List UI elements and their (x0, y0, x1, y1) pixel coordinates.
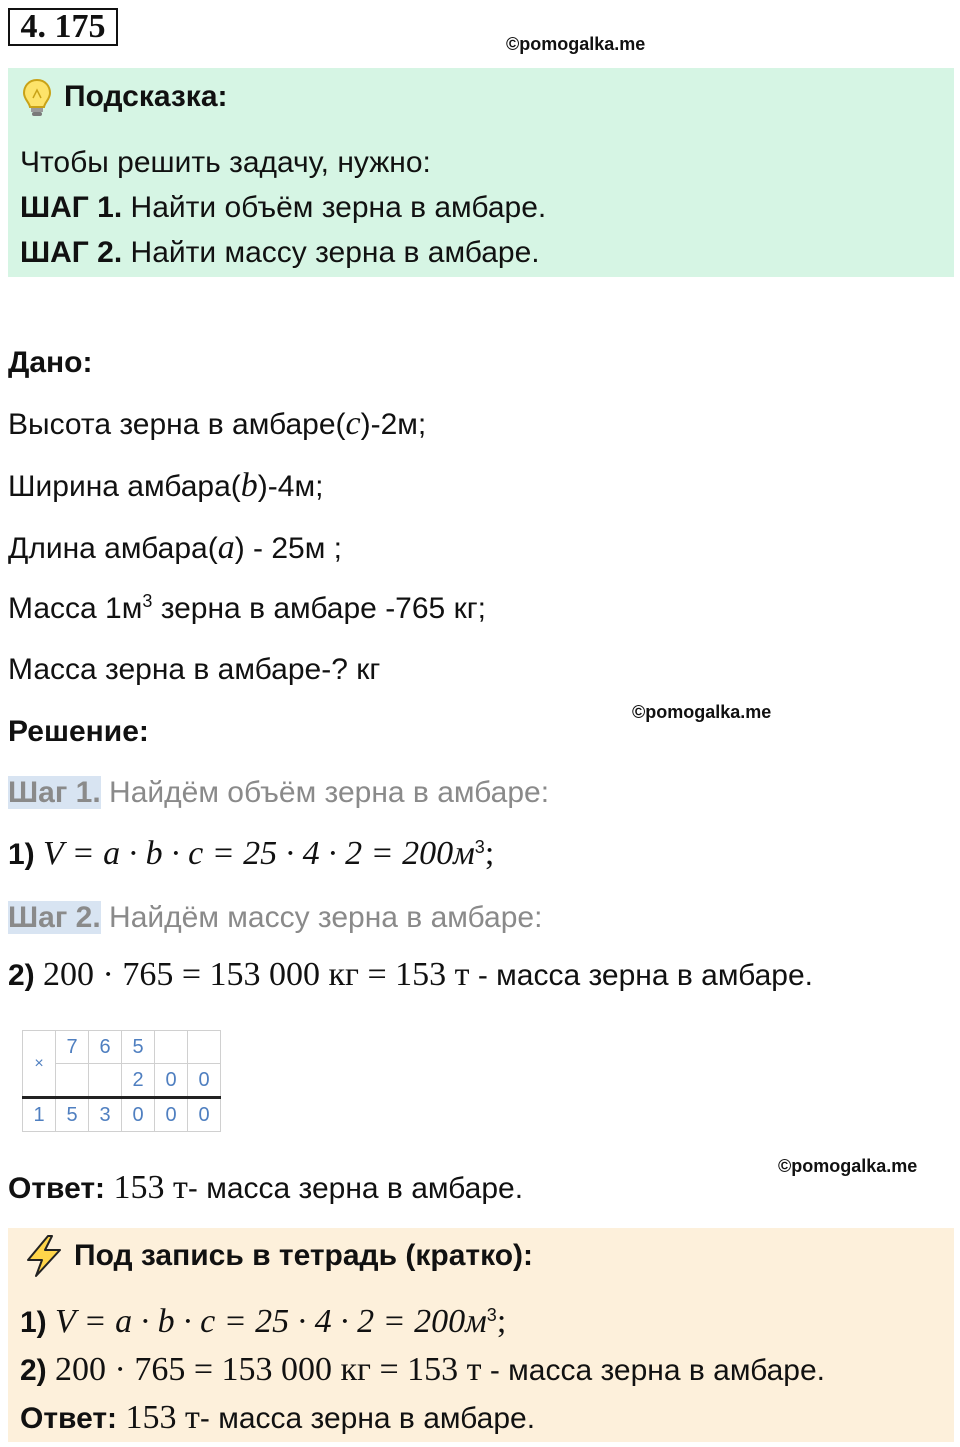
summary-answer-math: 153 т (117, 1399, 200, 1436)
solution-step-2-label: Шаг 2. (8, 901, 101, 934)
summary-answer (20, 1400, 535, 1437)
equation-1-math: V = a · b · c = 25 · 4 · 2 = 200м (43, 835, 475, 872)
hint-step-2 (20, 235, 540, 271)
solution-step-1 (8, 775, 549, 811)
hint-step-1 (20, 190, 546, 226)
equation-1-end: ; (484, 835, 495, 872)
given-question: Масса зерна в амбаре-? кг (8, 653, 381, 686)
digit-cell: 0 (155, 1098, 188, 1132)
digit-cell (56, 1064, 89, 1098)
solution-step-1-label: Шаг 1. (8, 776, 101, 809)
watermark-top: ©pomogalka.me (506, 34, 646, 54)
digit-cell: 3 (89, 1098, 122, 1132)
summary-eq1-end: ; (496, 1303, 507, 1340)
summary-answer-text: - масса зерна в амбаре. (199, 1402, 536, 1435)
equation-2-text: - масса зерна в амбаре. (469, 959, 814, 992)
lightbulb-icon (22, 78, 52, 118)
hint-title: Подсказка: (64, 80, 228, 113)
hint-step-2-text: Найти массу зерна в амбаре. (122, 236, 540, 269)
given-mass1-post: зерна в амбаре -765 кг; (152, 592, 486, 625)
column-multiplication (22, 1030, 221, 1132)
summary-answer-label: Ответ: (20, 1402, 118, 1435)
solution-equation-1 (8, 836, 494, 873)
hint-step-1-text: Найти объём зерна в амбаре. (122, 191, 547, 224)
given-width-var: b (240, 467, 258, 504)
solution-answer (8, 1170, 523, 1207)
solution-step-1-text: Найдём объём зерна в амбаре: (100, 776, 550, 809)
summary-eq2-number: 2) (20, 1354, 56, 1387)
digit-cell: 7 (56, 1031, 89, 1064)
digit-cell: 6 (89, 1031, 122, 1064)
multiply-sign: × (23, 1031, 56, 1098)
summary-eq2-text: - масса зерна в амбаре. (481, 1354, 826, 1387)
digit-cell (155, 1031, 188, 1064)
given-length-post: ) - 25м ; (234, 532, 343, 565)
summary-eq1-math: V = a · b · c = 25 · 4 · 2 = 200м (55, 1303, 487, 1340)
task-number: 4. 175 (8, 8, 118, 46)
digit-cell: 0 (188, 1064, 221, 1098)
digit-cell: 0 (122, 1098, 155, 1132)
lightning-icon (22, 1234, 66, 1278)
given-width-pre: Ширина амбара( (8, 470, 241, 503)
digit-cell: 2 (122, 1064, 155, 1098)
equation-2-math: 200 · 765 = 153 000 кг = 153 т (43, 956, 470, 993)
given-height-pre: Высота зерна в амбаре( (8, 408, 346, 441)
given-mass1-pre: Масса 1м (8, 592, 143, 625)
digit-cell (188, 1031, 221, 1064)
hint-box (8, 68, 954, 277)
summary-equation-2 (20, 1352, 825, 1389)
given-width (8, 468, 323, 505)
solution-step-2 (8, 900, 542, 936)
equation-2-number: 2) (8, 959, 44, 992)
watermark-middle: ©pomogalka.me (632, 702, 772, 722)
given-length-pre: Длина амбара( (8, 532, 218, 565)
summary-eq1-number: 1) (20, 1306, 56, 1339)
given-height-var: c (345, 405, 361, 442)
summary-title: Под запись в тетрадь (кратко): (74, 1239, 534, 1272)
hint-step-2-label: ШАГ 2. (20, 236, 123, 269)
equation-1-number: 1) (8, 838, 44, 871)
given-mass1-sup: 3 (142, 591, 153, 611)
given-width-post: )-4м; (257, 470, 324, 503)
hint-intro: Чтобы решить задачу, нужно: (20, 146, 431, 179)
given-title: Дано: (8, 346, 93, 379)
answer-math: 153 т (105, 1169, 188, 1206)
solution-title: Решение: (8, 715, 149, 748)
digit-cell: 0 (155, 1064, 188, 1098)
digit-cell: 5 (122, 1031, 155, 1064)
watermark-bottom: ©pomogalka.me (778, 1156, 918, 1176)
given-mass-per-m3 (8, 591, 486, 627)
answer-text: - масса зерна в амбаре. (187, 1172, 524, 1205)
digit-cell (89, 1064, 122, 1098)
answer-label: Ответ: (8, 1172, 106, 1205)
digit-cell: 0 (188, 1098, 221, 1132)
given-height (8, 406, 426, 443)
equation-1-sup: 3 (474, 837, 485, 857)
solution-step-2-text: Найдём массу зерна в амбаре: (100, 901, 543, 934)
given-length (8, 530, 342, 567)
digit-cell: 5 (56, 1098, 89, 1132)
summary-box (8, 1228, 954, 1442)
hint-step-1-label: ШАГ 1. (20, 191, 123, 224)
solution-equation-2 (8, 957, 813, 994)
given-height-post: )-2м; (360, 408, 427, 441)
digit-cell: 1 (23, 1098, 56, 1132)
summary-equation-1 (20, 1304, 506, 1341)
multiplication-result (23, 1098, 221, 1132)
summary-eq1-sup: 3 (486, 1305, 497, 1325)
summary-eq2-math: 200 · 765 = 153 000 кг = 153 т (55, 1351, 482, 1388)
multiplication-row-1 (23, 1031, 221, 1064)
given-length-var: a (217, 529, 235, 566)
